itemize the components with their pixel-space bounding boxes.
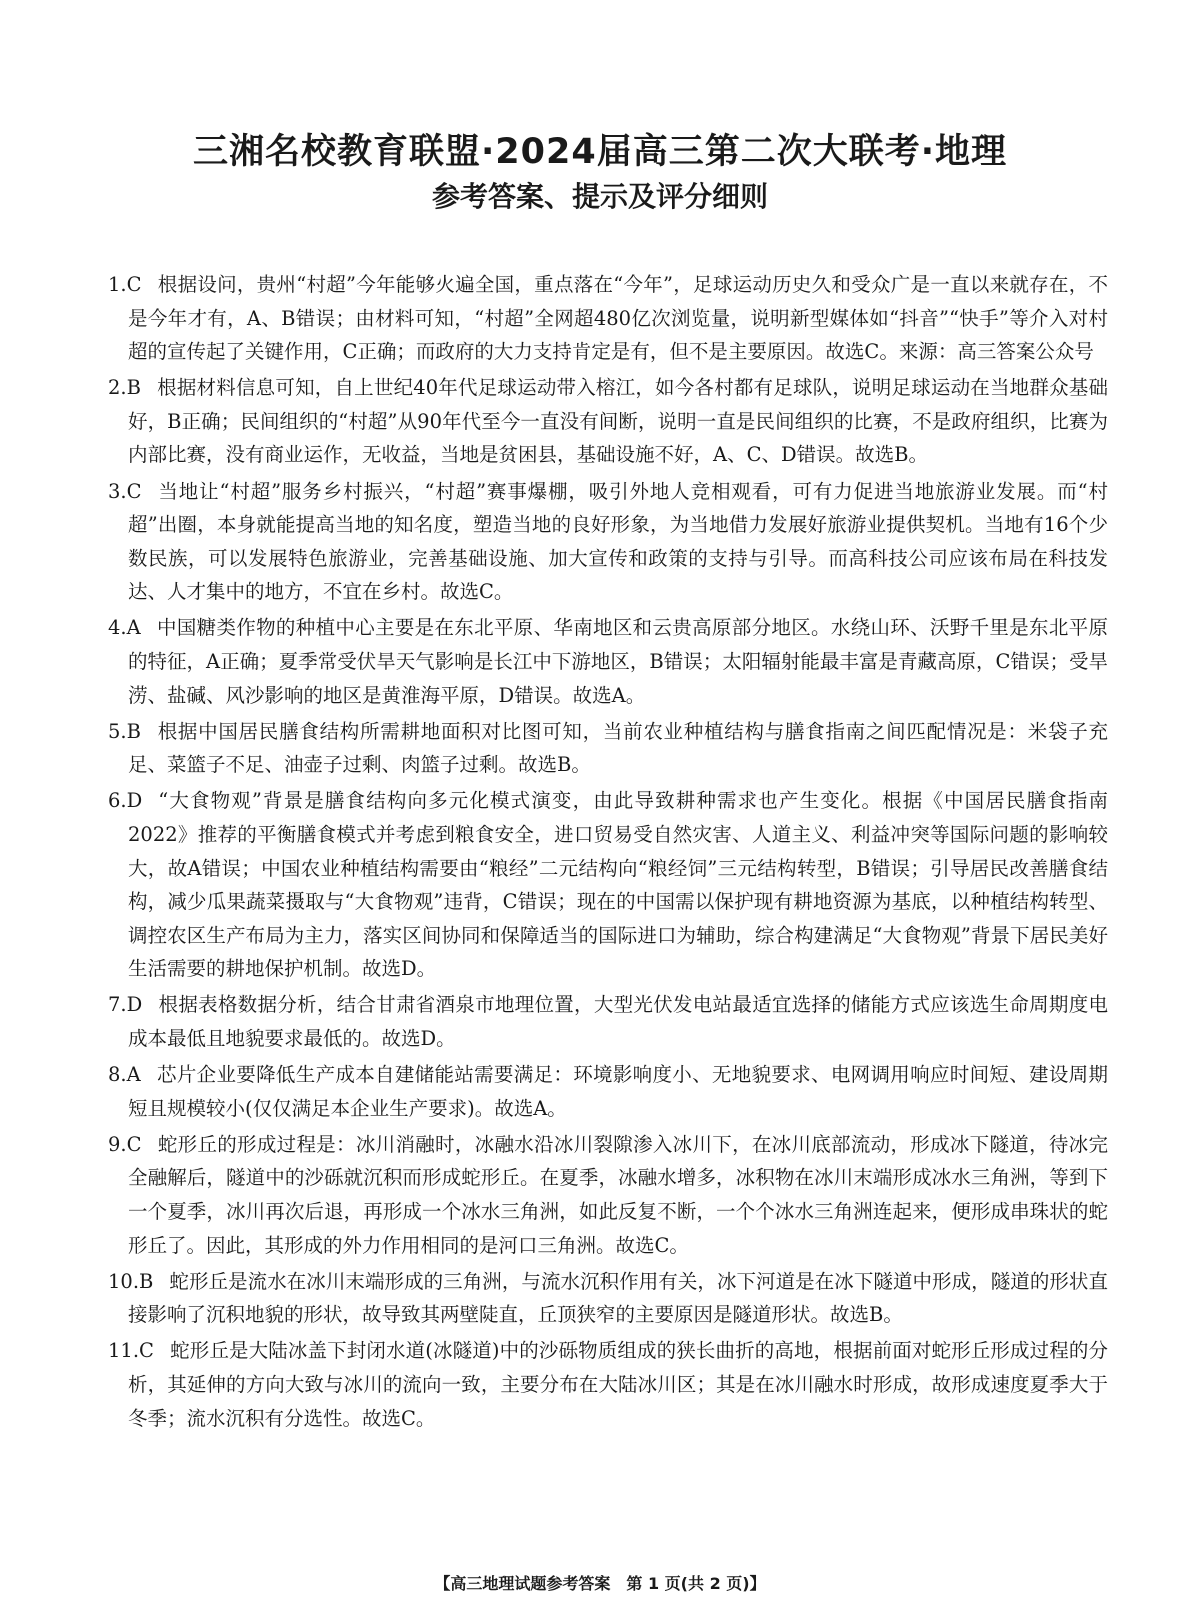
page-title: 三湘名校教育联盟·2024届高三第二次大联考·地理 [192,132,1007,172]
question-number: 10. [108,1269,140,1293]
answer-explanation: 蛇形丘的形成过程是：冰川消融时，冰融水沿冰川裂隙渗入冰川下，在冰川底部流动，形成冰下隧道，待冰完全融解后，隧道中的沙砾就沉积而形成蛇形丘。在夏季，冰融水增多，冰积物在冰川末端形成冰水三角洲，等到下一个夏季，冰川再次后退，再形成一个冰水三角洲，如此反复不断，一个个冰水三角洲连起来，便形成串珠状的蛇形丘了。因此，其形成的外力作用相同的是河口三角洲。故选C。 [128,1132,1108,1257]
answer-explanation: 芯片企业要降低生产成本自建储能站需要满足：环境影响度小、无地貌要求、电网调用响应时间短、建设周期短且规模较小(仅仅满足本企业生产要求)。故选A。 [128,1063,1108,1120]
answer-item-8 [108,1058,1108,1125]
answer-item-9 [108,1128,1108,1262]
answer-choice: A [126,616,141,640]
answer-choice: B [126,719,141,743]
answer-item-6 [108,784,1108,986]
answer-choice: A [126,1063,141,1087]
question-number: 8. [108,1063,127,1087]
question-number: 4. [108,616,127,640]
page-footer: 【高三地理试题参考答案 第 1 页(共 2 页)】 [434,1574,766,1593]
answer-explanation: 根据材料信息可知，自上世纪40年代足球运动带入榕江，如今各村都有足球队，说明足球运动在当地群众基础好，B正确；民间组织的“村超”从90年代至今一直没有间断，说明一直是民间组织的比赛，不是政府组织，比赛为内部比赛，没有商业运作，无收益，当地是贫困县，基础设施不好，A、C、D错误。故选B。 [128,376,1108,467]
answer-choice: C [126,273,142,296]
answer-explanation: “大食物观”背景是膳食结构向多元化模式演变，由此导致耕种需求也产生变化。根据《中国居民膳食指南2022》推荐的平衡膳食模式并考虑到粮食安全，进口贸易受自然灾害、人道主义、利益冲突等国际问题的影响较大，故A错误；中国农业种植结构需要由“粮经”二元结构向“粮经饲”三元结构转型，B错误；引导居民改善膳食结构，减少瓜果蔬菜摄取与“大食物观”违背，C错误；现在的中国需以保护现有耕地资源为基底，以种植结构转型、调控农区生产布局为主力，落实区间协同和保障适当的国际进口为辅助，综合构建满足“大食物观”背景下居民美好生活需要的耕地保护机制。故选D。 [128,789,1108,981]
page-subtitle: 参考答案、提示及评分细则 [431,180,768,213]
question-number: 11. [108,1339,140,1363]
answer-item-7 [108,988,1108,1055]
answer-choice: D [126,993,143,1017]
answer-explanation: 根据中国居民膳食结构所需耕地面积对比图可知，当前农业种植结构与膳食指南之间匹配情况是：米袋子充足、菜篮子不足、油壶子过剩、肉篮子过剩。故选B。 [128,719,1108,777]
answer-item-10 [108,1265,1108,1332]
answer-explanation: 中国糖类作物的种植中心主要是在东北平原、华南地区和云贵高原部分地区。水绕山环、沃野千里是东北平原的特征，A正确；夏季常受伏旱天气影响是长江中下游地区，B错误；太阳辐射能最丰富是青藏高原，C错误；受旱涝、盐碱、风沙影响的地区是黄淮海平原，D错误。故选A。 [128,616,1108,707]
question-number: 9. [108,1132,127,1156]
answer-item-1 [108,268,1108,369]
answer-list [108,268,1108,1438]
question-number: 6. [108,789,127,813]
answer-item-2 [108,371,1108,472]
answer-item-3 [108,475,1108,609]
answer-choice: C [126,479,142,503]
answer-explanation: 当地让“村超”服务乡村振兴，“村超”赛事爆棚，吸引外地人竞相观看，可有力促进当地旅游业发展。而“村超”出圈，本身就能提高当地的知名度，塑造当地的良好形象，为当地借力发展好旅游业提供契机。当地有16个少数民族，可以发展特色旅游业，完善基础设施、加大宣传和政策的支持与引导。而高科技公司应该布局在科技发达、人才集中的地方，不宜在乡村。故选C。 [128,479,1108,604]
question-number: 5. [108,719,127,743]
question-number: 3. [108,479,127,503]
answer-choice: C [139,1339,154,1363]
answer-explanation: 蛇形丘是流水在冰川末端形成的三角洲，与流水沉积作用有关，冰下河道是在冰下隧道中形成，隧道的形状直接影响了沉积地貌的形状，故导致其两壁陡直，丘顶狭窄的主要原因是隧道形状。故选B。 [128,1269,1108,1327]
answer-explanation: 根据设问，贵州“村超”今年能够火遍全国，重点落在“今年”，足球运动历史久和受众广是一直以来就存在，不是今年才有，A、B错误；由材料可知，“村超”全网超480亿次浏览量，说明新型媒体如“抖音”“快手”等介入对村超的宣传起了关键作用，C正确；而政府的大力支持肯定是有，但不是主要原因。故选C。来源：高三答案公众号 [128,273,1108,364]
answer-explanation: 根据表格数据分析，结合甘肃省酒泉市地理位置，大型光伏发电站最适宜选择的储能方式应该选生命周期度电成本最低且地貌要求最低的。故选D。 [128,993,1108,1051]
answer-item-4 [108,611,1108,712]
question-number: 1. [108,273,127,296]
answer-choice: D [126,789,143,813]
answer-item-5 [108,715,1108,782]
answer-item-11 [108,1334,1108,1435]
question-number: 7. [108,993,127,1017]
answer-explanation: 蛇形丘是大陆冰盖下封闭水道(冰隧道)中的沙砾物质组成的狭长曲折的高地，根据前面对蛇形丘形成过程的分析，其延伸的方向大致与冰川的流向一致，主要分布在大陆冰川区；其是在冰川融水时形成，故形成速度夏季大于冬季；流水沉积有分选性。故选C。 [128,1339,1108,1430]
answer-choice: B [126,376,141,400]
answer-choice: C [126,1132,142,1156]
answer-choice: B [139,1269,154,1293]
question-number: 2. [108,376,127,400]
